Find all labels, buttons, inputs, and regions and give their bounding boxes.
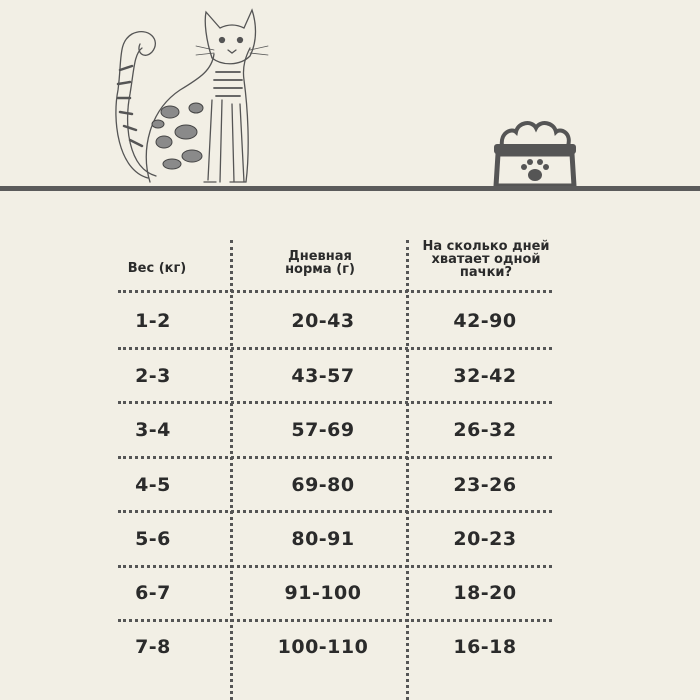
cell-days: 23-26: [453, 474, 517, 496]
cat-icon: [116, 10, 268, 182]
cell-days: 26-32: [453, 419, 517, 441]
header-days-line1: На сколько дней: [422, 239, 550, 254]
cell-daily: 69-80: [291, 474, 355, 496]
row-divider: [118, 565, 552, 568]
cell-daily: 100-110: [277, 636, 369, 658]
row-divider: [118, 510, 552, 513]
cell-weight: 5-6: [135, 528, 171, 550]
cat-and-bowl-illustration: [0, 0, 700, 200]
cell-daily: 57-69: [291, 419, 355, 441]
header-daily-line1: Дневная: [288, 249, 352, 264]
cell-days: 42-90: [453, 310, 517, 332]
cell-daily: 91-100: [284, 582, 362, 604]
cell-daily: 43-57: [291, 365, 355, 387]
food-bowl-icon: [494, 123, 576, 186]
cell-weight: 2-3: [135, 365, 171, 387]
row-divider: [118, 401, 552, 404]
row-divider: [118, 456, 552, 459]
cell-weight: 7-8: [135, 636, 171, 658]
header-weight: Вес (кг): [127, 261, 187, 276]
row-divider: [118, 347, 552, 350]
column-divider: [230, 240, 233, 700]
header-days: [416, 240, 556, 279]
cell-days: 16-18: [453, 636, 517, 658]
cell-daily: 80-91: [291, 528, 355, 550]
cell-days: 32-42: [453, 365, 517, 387]
cell-days: 20-23: [453, 528, 517, 550]
row-divider: [118, 619, 552, 622]
header-daily: [268, 250, 372, 276]
header-days-line3: пачки?: [459, 265, 513, 280]
cell-weight: 1-2: [135, 310, 171, 332]
header-daily-line2: норма (г): [285, 262, 355, 277]
row-divider: [118, 290, 552, 293]
cell-days: 18-20: [453, 582, 517, 604]
header-days-line2: хватает одной: [431, 252, 541, 267]
cell-weight: 6-7: [135, 582, 171, 604]
floor-line: [0, 186, 700, 191]
cell-weight: 4-5: [135, 474, 171, 496]
feeding-table: [0, 232, 700, 700]
cell-weight: 3-4: [135, 419, 171, 441]
cell-daily: 20-43: [291, 310, 355, 332]
column-divider: [406, 240, 409, 700]
